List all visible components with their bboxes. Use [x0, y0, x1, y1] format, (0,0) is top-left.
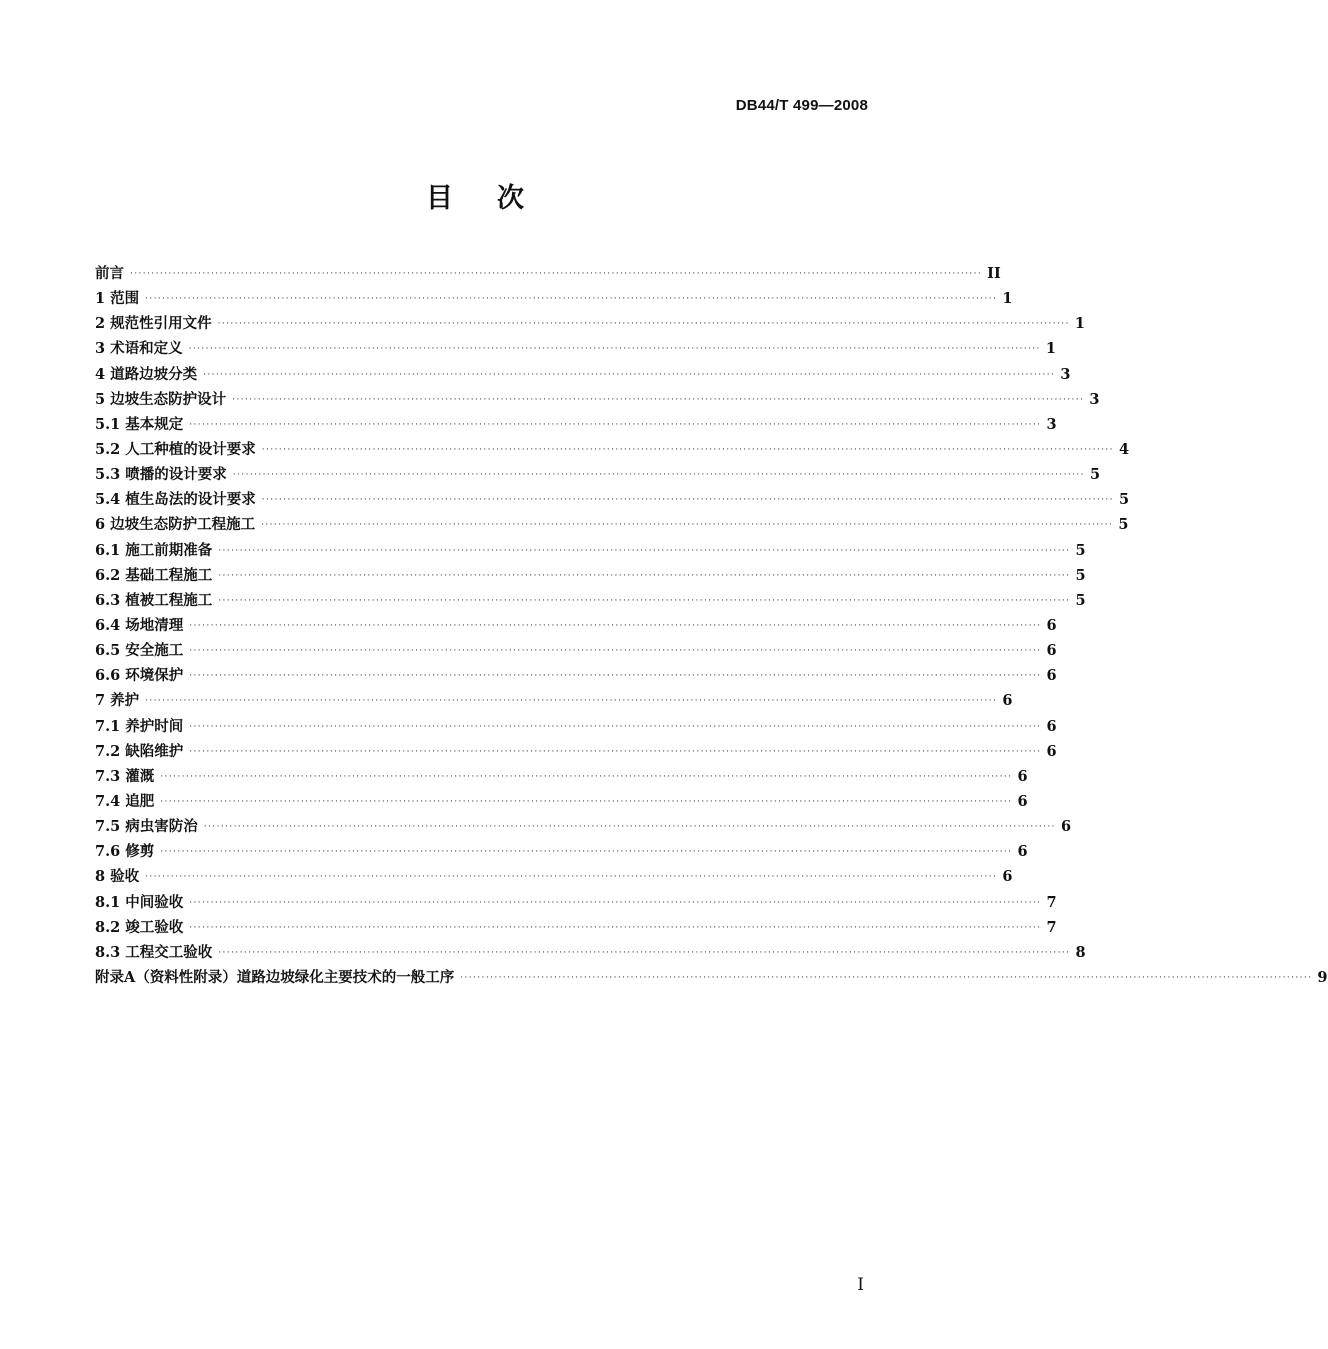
dot-leader: ········································································································································································································: [218, 570, 1071, 581]
toc-entry-label: 1 范围: [95, 290, 140, 308]
toc-entry-label: 7 养护: [95, 692, 140, 710]
toc-entry-page: 3: [1060, 365, 1071, 383]
dot-leader: ········································································································································································································: [189, 922, 1042, 933]
toc-entry-page: 5: [1075, 566, 1086, 584]
toc-entry[interactable]: [95, 764, 1028, 789]
toc-entry-label: 7.5 病虫害防治: [95, 818, 198, 836]
toc-entry[interactable]: [95, 362, 1071, 387]
dot-leader: ········································································································································································································: [189, 419, 1042, 430]
dot-leader: ········································································································································································································: [189, 620, 1042, 631]
toc-entry[interactable]: [95, 940, 1086, 965]
dot-leader: ········································································································································································································: [160, 796, 1013, 807]
toc-entry-page: 6: [1046, 717, 1057, 735]
document-code: DB44/T 499—2008: [735, 97, 868, 114]
toc-entry-page: 5: [1075, 591, 1086, 609]
dot-leader: ········································································································································································································: [189, 646, 1042, 657]
toc-entry[interactable]: [95, 714, 1057, 739]
dot-leader: ········································································································································································································: [189, 897, 1042, 908]
dot-leader: ········································································································································································································: [203, 369, 1056, 380]
dot-leader: ········································································································································································································: [189, 746, 1042, 757]
toc-entry-label: 8.3 工程交工验收: [95, 943, 213, 961]
toc-entry-page: 6: [1017, 843, 1028, 861]
toc-entry-page: 5: [1118, 516, 1129, 534]
toc-entry-page: 9: [1317, 968, 1328, 986]
toc-entry[interactable]: [95, 487, 1130, 512]
toc-entry-label: 6.3 植被工程施工: [95, 591, 213, 609]
toc-entry[interactable]: [95, 638, 1057, 663]
toc-entry-page: 6: [1046, 742, 1057, 760]
toc-entry[interactable]: [95, 538, 1086, 563]
toc-entry-page: 6: [1017, 767, 1028, 785]
toc-entry-page: 3: [1046, 415, 1057, 433]
toc-entry-label: 8 验收: [95, 868, 140, 886]
toc-entry-label: 5 边坡生态防护设计: [95, 390, 227, 408]
toc-entry[interactable]: [95, 336, 1056, 361]
toc-entry-page: 6: [1060, 818, 1072, 836]
toc-entry-page: II: [987, 265, 1001, 282]
dot-leader: ········································································································································································································: [460, 972, 1313, 983]
toc-entry[interactable]: [95, 286, 1013, 311]
dot-leader: ········································································································································································································: [145, 872, 998, 883]
dot-leader: ········································································································································································································: [232, 394, 1085, 405]
dot-leader: ········································································································································································································: [261, 495, 1114, 506]
toc-entry[interactable]: [95, 387, 1100, 412]
toc-entry-label: 7.6 修剪: [95, 843, 155, 861]
toc-entry-page: 3: [1089, 390, 1100, 408]
toc-entry-label: 6.5 安全施工: [95, 642, 184, 660]
dot-leader: ········································································································································································································: [188, 344, 1041, 355]
page-title: 目次: [426, 183, 568, 214]
toc-entry-page: 6: [1002, 692, 1013, 710]
toc-entry-label: 前言: [95, 265, 124, 282]
toc-entry-label: 6.2 基础工程施工: [95, 566, 213, 584]
toc-entry[interactable]: [95, 588, 1086, 613]
toc-entry[interactable]: [95, 311, 1085, 336]
toc-entry[interactable]: [95, 814, 1072, 839]
dot-leader: ········································································································································································································: [261, 444, 1114, 455]
toc-entry[interactable]: [95, 563, 1086, 588]
toc-entry[interactable]: [95, 965, 1328, 990]
toc-entry-page: 6: [1017, 792, 1028, 810]
toc-entry-page: 8: [1075, 943, 1086, 961]
toc-entry-label: 8.2 竣工验收: [95, 918, 184, 936]
toc-entry-label: 7.4 追肥: [95, 792, 155, 810]
toc-entry-label: 5.3 喷播的设计要求: [95, 466, 227, 484]
dot-leader: ········································································································································································································: [189, 671, 1042, 682]
dot-leader: ········································································································································································································: [145, 696, 998, 707]
dot-leader: ········································································································································································································: [218, 947, 1071, 958]
dot-leader: ········································································································································································································: [218, 595, 1071, 606]
dot-leader: ········································································································································································································: [130, 269, 983, 279]
dot-leader: ········································································································································································································: [160, 847, 1013, 858]
toc-entry-page: 7: [1046, 893, 1057, 911]
toc-entry-page: 5: [1118, 491, 1130, 509]
table-of-contents: [95, 261, 1328, 990]
toc-entry-label: 附录A（资料性附录）道路边坡绿化主要技术的一般工序: [95, 968, 455, 986]
toc-entry-page: 6: [1046, 667, 1057, 685]
toc-entry-label: 4 道路边坡分类: [95, 365, 198, 383]
toc-entry-label: 7.1 养护时间: [95, 717, 184, 735]
dot-leader: ········································································································································································································: [145, 294, 998, 305]
toc-entry[interactable]: [95, 512, 1129, 537]
toc-entry[interactable]: [95, 739, 1057, 764]
toc-entry-page: 6: [1046, 616, 1057, 634]
toc-entry-page: 1: [1045, 340, 1056, 358]
toc-entry[interactable]: [95, 613, 1057, 638]
toc-entry-label: 2 规范性引用文件: [95, 315, 212, 333]
toc-entry-page: 7: [1046, 918, 1057, 936]
dot-leader: ········································································································································································································: [218, 545, 1071, 556]
toc-entry-label: 3 术语和定义: [95, 340, 183, 358]
toc-entry[interactable]: [95, 915, 1057, 940]
dot-leader: ········································································································································································································: [203, 822, 1056, 833]
toc-entry[interactable]: [95, 890, 1057, 915]
dot-leader: ········································································································································································································: [217, 319, 1070, 330]
toc-entry-label: 6.6 环境保护: [95, 667, 184, 685]
toc-entry-label: 5.1 基本规定: [95, 415, 184, 433]
toc-entry[interactable]: [95, 789, 1028, 814]
dot-leader: ········································································································································································································: [160, 771, 1013, 782]
toc-entry[interactable]: [95, 864, 1013, 889]
toc-entry[interactable]: [95, 688, 1013, 713]
toc-entry-page: 6: [1002, 868, 1013, 886]
toc-entry[interactable]: [95, 261, 1001, 286]
toc-entry-label: 6.4 场地清理: [95, 616, 184, 634]
toc-entry-page: 1: [1002, 290, 1013, 308]
toc-entry[interactable]: [95, 839, 1028, 864]
toc-entry-label: 5.4 植生岛法的设计要求: [95, 491, 256, 509]
dot-leader: ········································································································································································································: [261, 520, 1114, 531]
toc-entry[interactable]: [95, 437, 1130, 462]
toc-entry-label: 8.1 中间验收: [95, 893, 184, 911]
toc-entry-label: 7.2 缺陷维护: [95, 742, 184, 760]
toc-entry[interactable]: [95, 663, 1057, 688]
toc-entry-page: 5: [1089, 466, 1101, 484]
toc-entry-page: 1: [1074, 315, 1085, 333]
toc-entry-label: 6 边坡生态防护工程施工: [95, 516, 256, 534]
toc-entry-page: 4: [1118, 440, 1130, 458]
dot-leader: ········································································································································································································: [232, 470, 1085, 481]
toc-entry[interactable]: [95, 412, 1057, 437]
toc-entry-label: 5.2 人工种植的设计要求: [95, 440, 256, 458]
toc-entry-page: 6: [1046, 642, 1057, 660]
dot-leader: ········································································································································································································: [189, 721, 1042, 732]
toc-entry-label: 6.1 施工前期准备: [95, 541, 213, 559]
toc-entry[interactable]: [95, 462, 1101, 487]
page-number: I: [857, 1275, 864, 1295]
toc-entry-label: 7.3 灌溉: [95, 767, 155, 785]
toc-entry-page: 5: [1075, 541, 1086, 559]
